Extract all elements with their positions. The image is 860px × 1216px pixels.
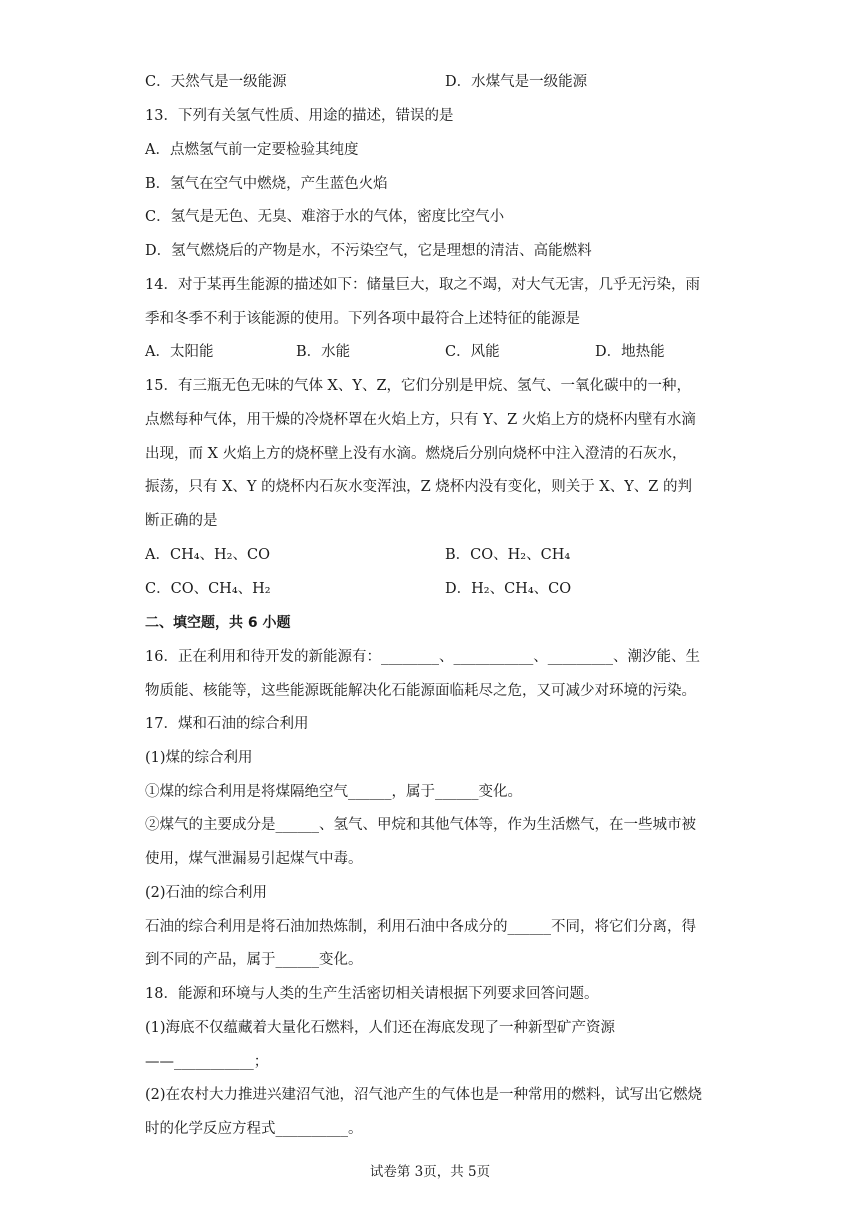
q17-sub1-item-b-line-2: 使用，煤气泄漏易引起煤气中毒。: [145, 851, 363, 867]
q13-option-b: B．氢气在空气中燃烧，产生蓝色火焰: [145, 176, 388, 192]
q18-sub2-line-1: (2)在农村大力推进兴建沼气池，沼气池产生的气体也是一种常用的燃料，试写出它燃烧: [145, 1087, 703, 1103]
q15-option-b: B．CO、H₂、CH₄: [445, 547, 571, 563]
q18-sub1-line-1: (1)海底不仅蕴藏着大量化石燃料，人们还在海底发现了一种新型矿产资源: [145, 1020, 616, 1036]
q17-sub1-heading: (1)煤的综合利用: [145, 750, 253, 766]
q12-option-c: C．天然气是一级能源: [145, 74, 287, 90]
q12-option-d: D．水煤气是一级能源: [445, 74, 588, 90]
q16-line-1: 16．正在利用和待开发的新能源有：________、___________、_________、潮汐能、生: [145, 649, 700, 665]
q18-stem: 18．能源和环境与人类的生产生活密切相关请根据下列要求回答问题。: [145, 986, 599, 1002]
q15-option-c: C．CO、CH₄、H₂: [145, 581, 271, 597]
q15-stem-line-2: 点燃每种气体，用干燥的冷烧杯罩在火焰上方，只有 Y、Z 火焰上方的烧杯内壁有水滴: [145, 412, 696, 428]
q15-stem-line-4: 振荡，只有 X、Y 的烧杯内石灰水变浑浊，Z 烧杯内没有变化，则关于 X、Y、Z 的判: [145, 479, 692, 495]
q13-option-d: D．氢气燃烧后的产物是水，不污染空气，它是理想的清洁、高能燃料: [145, 243, 592, 259]
q14-option-c: C．风能: [445, 344, 500, 360]
q15-stem-line-1: 15．有三瓶无色无味的气体 X、Y、Z，它们分别是甲烷、氢气、一氧化碳中的一种，: [145, 378, 692, 394]
q15-stem-line-3: 出现，而 X 火焰上方的烧杯壁上没有水滴。燃烧后分别向烧杯中注入澄清的石灰水，: [145, 446, 687, 462]
q17-sub2-line-1: 石油的综合利用是将石油加热炼制，利用石油中各成分的______不同，将它们分离，得: [145, 919, 696, 935]
page-footer: 试卷第 3页，共 5页: [369, 1164, 491, 1180]
q17-sub2-line-2: 到不同的产品，属于______变化。: [145, 952, 363, 968]
section-heading-fill-in: 二、填空题，共 6 小题: [145, 615, 291, 631]
q13-option-c: C．氢气是无色、无臭、难溶于水的气体，密度比空气小: [145, 209, 505, 225]
q13-stem: 13．下列有关氢气性质、用途的描述，错误的是: [145, 108, 454, 124]
q15-option-a: A．CH₄、H₂、CO: [145, 547, 270, 563]
q17-sub2-heading: (2)石油的综合利用: [145, 885, 268, 901]
q17-stem: 17．煤和石油的综合利用: [145, 716, 309, 732]
q15-option-d: D．H₂、CH₄、CO: [445, 581, 572, 597]
q18-sub2-line-2: 时的化学反应方程式__________。: [145, 1121, 363, 1137]
q13-option-a: A．点燃氢气前一定要检验其纯度: [145, 142, 359, 158]
q16-line-2: 物质能、核能等，这些能源既能解决化石能源面临耗尽之危，又可减少对环境的污染。: [145, 683, 696, 699]
q17-sub1-item-b-line-1: ②煤气的主要成分是______、氢气、甲烷和其他气体等，作为生活燃气，在一些城市被: [145, 817, 696, 833]
q14-stem-line-1: 14．对于某再生能源的描述如下：储量巨大，取之不竭，对大气无害，几乎无污染，雨: [145, 277, 700, 293]
q14-option-d: D．地热能: [595, 344, 665, 360]
q14-option-b: B．水能: [296, 344, 351, 360]
q14-stem-line-2: 季和冬季不利于该能源的使用。下列各项中最符合上述特征的能源是: [145, 311, 580, 327]
q15-stem-line-5: 断正确的是: [145, 513, 218, 529]
q17-sub1-item-a: ①煤的综合利用是将煤隔绝空气______，属于______变化。: [145, 784, 522, 800]
q18-sub1-line-2: ——___________；: [145, 1054, 269, 1070]
q14-option-a: A．太阳能: [145, 344, 214, 360]
